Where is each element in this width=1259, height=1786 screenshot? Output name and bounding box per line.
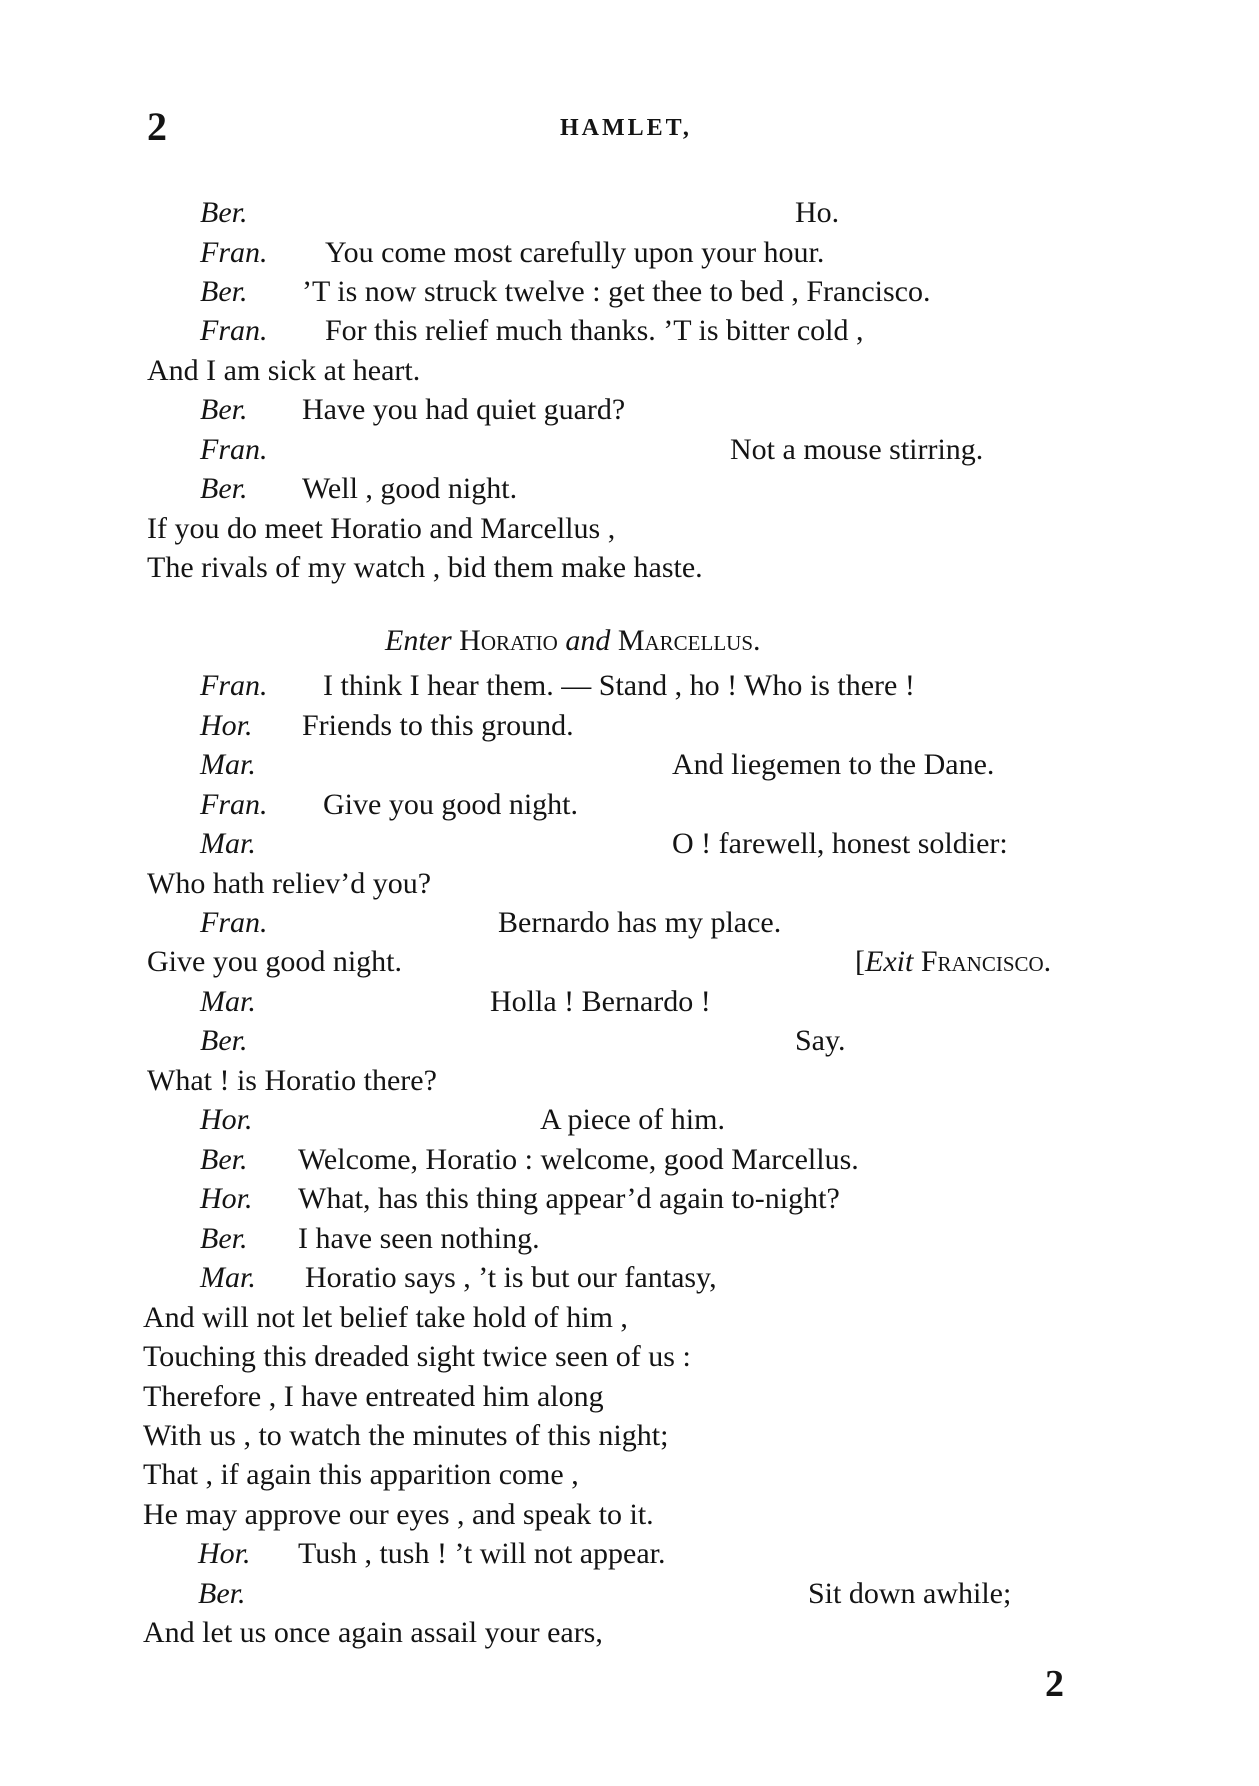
verse-line: He may approve our eyes , and speak to it. (143, 1498, 654, 1531)
verse-line: And will not let belief take hold of him , (143, 1301, 628, 1334)
running-title: HAMLET, (560, 115, 692, 141)
character-name: Francisco. (920, 945, 1052, 978)
dialogue-line: Friends to this ground. (302, 709, 574, 742)
speaker: Ber. (200, 1222, 248, 1255)
dialogue-line: A piece of him. (540, 1103, 725, 1136)
dialogue-line: You come most carefully upon your hour. (325, 236, 825, 269)
speaker: Fran. (200, 906, 268, 939)
dialogue-line: Horatio says , ’t is but our fantasy, (305, 1261, 717, 1294)
character-name: Marcellus. (617, 624, 761, 657)
speaker: Ber. (200, 1024, 248, 1057)
dialogue-line: Not a mouse stirring. (730, 433, 984, 466)
stage-direction-exit (855, 945, 1051, 979)
speaker: Ber. (200, 196, 248, 229)
enter-word: Enter (385, 624, 452, 657)
verse-line: Touching this dreaded sight twice seen of us : (143, 1340, 691, 1373)
speaker: Hor. (200, 1103, 253, 1136)
dialogue-line: Give you good night. (323, 788, 578, 821)
verse-line: That , if again this apparition come , (143, 1458, 579, 1491)
signature-mark: 2 (1045, 1663, 1064, 1705)
speaker: Fran. (200, 314, 268, 347)
verse-line: Who hath reliev’d you? (147, 867, 432, 900)
dialogue-line: Say. (795, 1024, 846, 1057)
speaker: Hor. (200, 1182, 253, 1215)
dialogue-line: Well , good night. (302, 472, 518, 505)
speaker: Fran. (200, 433, 268, 466)
verse-line: Give you good night. (147, 945, 402, 978)
speaker: Hor. (198, 1537, 251, 1570)
exit-word: Exit (865, 945, 914, 978)
verse-line: And let us once again assail your ears, (143, 1616, 603, 1649)
dialogue-line: Holla ! Bernardo ! (490, 985, 711, 1018)
speaker: Fran. (200, 669, 268, 702)
dialogue-line: And liegemen to the Dane. (672, 748, 995, 781)
speaker: Mar. (200, 1261, 256, 1294)
speaker: Ber. (200, 393, 248, 426)
speaker: Ber. (198, 1577, 246, 1610)
stage-direction-enter (385, 624, 761, 658)
character-name: Horatio (459, 624, 558, 657)
verse-line: The rivals of my watch , bid them make haste. (147, 551, 703, 584)
dialogue-line: What, has this thing appear’d again to-night? (298, 1182, 840, 1215)
verse-line: What ! is Horatio there? (147, 1064, 437, 1097)
verse-line: With us , to watch the minutes of this night; (143, 1419, 669, 1452)
dialogue-line: I think I hear them. — Stand , ho ! Who is there ! (323, 669, 915, 702)
dialogue-line: Have you had quiet guard? (302, 393, 626, 426)
dialogue-line: ’T is now struck twelve : get thee to bed , Francisco. (302, 275, 931, 308)
dialogue-line: Bernardo has my place. (498, 906, 782, 939)
verse-line: If you do meet Horatio and Marcellus , (147, 512, 616, 545)
verse-line: Therefore , I have entreated him along (143, 1380, 604, 1413)
speaker: Ber. (200, 275, 248, 308)
bracket: [ (855, 945, 865, 978)
dialogue-line: Welcome, Horatio : welcome, good Marcellus. (298, 1143, 859, 1176)
and-word: and (565, 624, 611, 657)
dialogue-line: For this relief much thanks. ’T is bitter cold , (325, 314, 864, 347)
verse-line: And I am sick at heart. (147, 354, 421, 387)
speaker: Fran. (200, 236, 268, 269)
dialogue-line: Tush , tush ! ’t will not appear. (298, 1537, 666, 1570)
dialogue-line: O ! farewell, honest soldier: (672, 827, 1008, 860)
speaker: Mar. (200, 985, 256, 1018)
dialogue-line: Ho. (795, 196, 840, 229)
speaker: Fran. (200, 788, 268, 821)
speaker: Mar. (200, 748, 256, 781)
speaker: Ber. (200, 472, 248, 505)
dialogue-line: I have seen nothing. (298, 1222, 540, 1255)
page-number: 2 (147, 104, 167, 149)
speaker: Hor. (200, 709, 253, 742)
dialogue-line: Sit down awhile; (808, 1577, 1012, 1610)
speaker: Mar. (200, 827, 256, 860)
speaker: Ber. (200, 1143, 248, 1176)
